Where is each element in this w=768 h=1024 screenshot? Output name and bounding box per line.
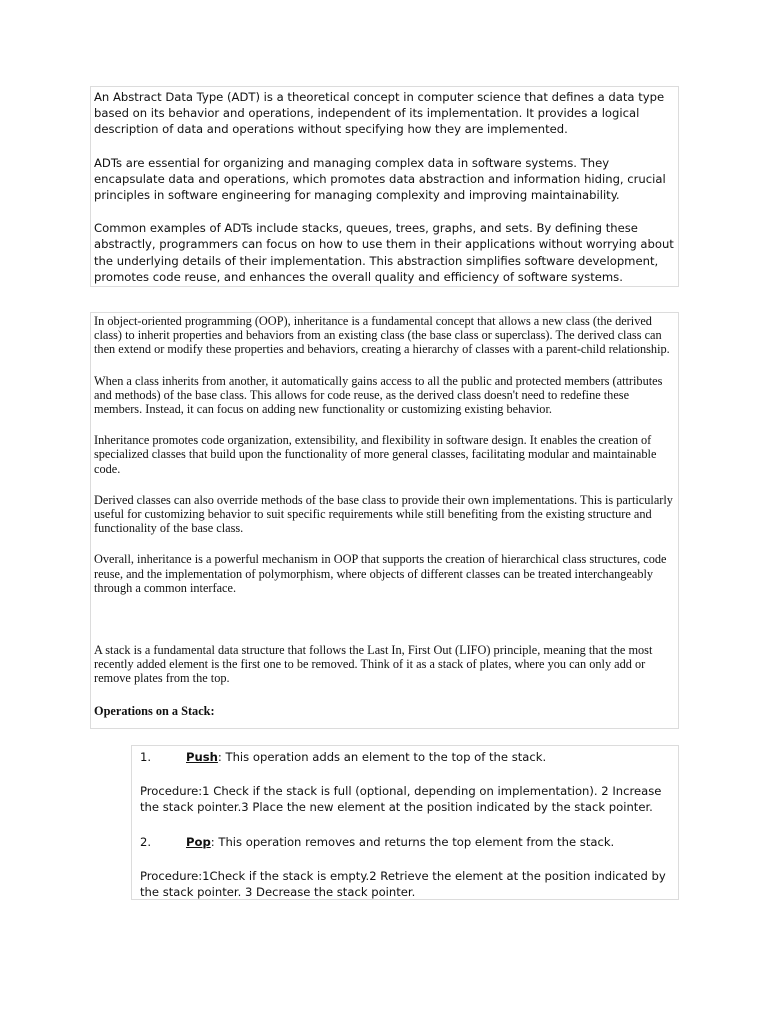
- adt-paragraph: ADTs are essential for organizing and managing complex data in software systems. They encapsulate data and operations, which promotes data abstraction and information hiding, crucial principles in software engineering for managing complexity and improving maintainability.: [94, 155, 666, 203]
- operation-procedure: Procedure:1Check if the stack is empty.2 Retrieve the element at the position indicated by the stack pointer. 3 Decrease the stack pointer.: [140, 868, 666, 900]
- adt-paragraph: Common examples of ADTs include stacks, queues, trees, graphs, and sets. By defining these abstractly, programmers can focus on how to use them in their applications without worrying about the underlying details of their implementation. This abstraction simplifies software development, promotes code reuse, and enhances the overall quality and efficiency of software systems.: [94, 221, 674, 284]
- operation-number: 1.: [140, 750, 152, 764]
- operation-name: Pop: [186, 834, 211, 849]
- operation-description: : This operation removes and returns the top element from the stack.: [210, 834, 615, 849]
- adt-section: [90, 86, 679, 287]
- operations-heading: Operations on a Stack:: [94, 703, 215, 718]
- operation-name: Push: [186, 750, 218, 764]
- operation-pop: [140, 834, 672, 850]
- adt-paragraph: An Abstract Data Type (ADT) is a theoretical concept in computer science that defines a data type based on its behavior and operations, independent of its implementation. It provides a logical description of data and operations without specifying how they are implemented.: [94, 90, 665, 137]
- oop-paragraph: Derived classes can also override methods of the base class to provide their own implementations. This is particularly useful for customizing behavior to suit specific requirements while still benefiting from the existing structure and functionality of the base class.: [94, 492, 673, 536]
- stack-operations-list: [131, 745, 679, 900]
- operation-push: [140, 749, 672, 765]
- oop-paragraph: When a class inherits from another, it automatically gains access to all the public and protected members (attributes and methods) of the base class. This allows for code reuse, as the derived class doesn't need to redefine these members. Instead, it can focus on adding new functionality or customizing existing behavior.: [94, 373, 663, 417]
- stack-intro-paragraph: A stack is a fundamental data structure that follows the Last In, First Out (LIFO) principle, meaning that the most recently added element is the first one to be removed. Think of it as a stack of plates, where you can only add or remove plates from the top.: [94, 643, 653, 686]
- operation-description: : This operation adds an element to the top of the stack.: [217, 750, 547, 764]
- oop-paragraph: Overall, inheritance is a powerful mechanism in OOP that supports the creation of hierarchical class structures, code reuse, and the implementation of polymorphism, where objects of different classes can be treated interchangeably through a common interface.: [94, 552, 667, 595]
- oop-paragraph: In object-oriented programming (OOP), inheritance is a fundamental concept that allows a new class (the derived class) to inherit properties and behaviors from an existing class (the base class or superclass). The derived class can then extend or modify these properties and behaviors, creating a hierarchy of classes with a parent-child relationship.: [94, 314, 670, 357]
- operation-number: 2.: [140, 834, 152, 849]
- oop-paragraph: Inheritance promotes code organization, extensibility, and flexibility in software design. It enables the creation of specialized classes that build upon the functionality of more general classes, facilitating modular and maintainable code.: [94, 433, 657, 476]
- inheritance-section: [90, 312, 679, 729]
- operation-procedure: Procedure:1 Check if the stack is full (optional, depending on implementation). 2 Increase the stack pointer.3 Place the new element at the position indicated by the stack pointer.: [140, 784, 662, 815]
